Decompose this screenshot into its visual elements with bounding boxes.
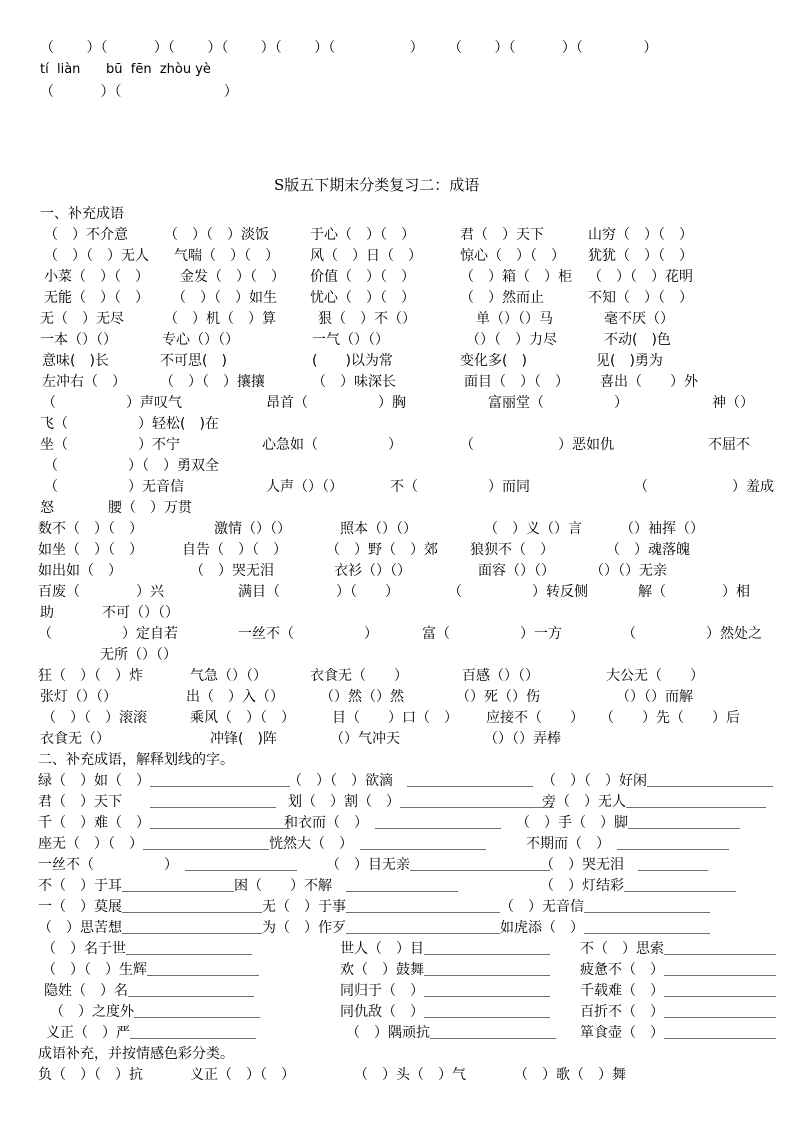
idiom-cell: 不可思( ) [160, 353, 227, 369]
idiom-cell: 昂首（ ）胸 [266, 395, 406, 411]
idiom-cell: （）死（）伤 [456, 689, 540, 705]
s1-row [0, 603, 794, 623]
idiom-cell: 人声（）（） [266, 479, 343, 495]
s2-row [0, 918, 794, 938]
idiom-cell: 一气（）（） [312, 332, 389, 348]
s2-row [0, 981, 794, 1001]
idiom-cell: （ ）无音信 [44, 479, 184, 495]
s2-row [0, 834, 794, 854]
idiom-cell: 山穷（ ）（ ） [588, 227, 693, 243]
idiom-cell: 不（ ）而同 [390, 479, 530, 495]
idiom-cell: 单（）（）马 [476, 311, 553, 327]
section2-heading-line [0, 750, 794, 770]
explain-cell: 隐姓（ ）名＿＿＿＿＿＿＿＿＿ [44, 983, 254, 999]
idiom-cell: （ ）羞成 [634, 479, 774, 495]
idiom-cell: 应接不（ ） [486, 710, 584, 726]
idiom-cell: 见( )勇为 [596, 353, 663, 369]
idiom-cell: （）袖挥（） [620, 521, 704, 537]
idiom-cell: 神（） [712, 395, 754, 411]
idiom-cell: （）气冲天 [330, 731, 400, 747]
s2-row [0, 813, 794, 833]
idiom-cell: （ ）魂落魄 [606, 542, 690, 558]
section2-heading: 二、补充成语，解释划线的字。 [38, 752, 234, 768]
idiom-cell: 张灯（）（） [40, 689, 117, 705]
idiom-cell: （ ）然处之 [622, 626, 762, 642]
explain-cell: 千（ ）难（ ）＿＿＿＿＿＿＿＿＿＿ [38, 815, 290, 831]
idiom-cell: 惊心（ ）（ ） [460, 248, 565, 264]
explain-cell: 旁（ ）无人＿＿＿＿＿＿＿＿＿＿ [542, 794, 766, 810]
explain-cell: 不（ ）于耳＿＿＿＿＿＿＿＿困（ ）不解 ＿＿＿＿＿＿＿＿ [38, 878, 458, 894]
idiom-cell: 照本（）（） [340, 521, 417, 537]
s2-row [0, 771, 794, 791]
explain-cell: 欢（ ）鼓舞＿＿＿＿＿＿＿＿＿ [340, 962, 550, 978]
s1-row [0, 351, 794, 371]
explain-cell: 疲惫不（ ）＿＿＿＿＿＿＿＿ [580, 962, 776, 978]
idiom-cell: （）（ ）力尽 [466, 332, 557, 348]
idiom-cell: 富（ ）一方 [422, 626, 562, 642]
idiom-cell: 冲锋( )阵 [210, 731, 277, 747]
s2-row [0, 1023, 794, 1043]
explain-cell: 百折不（ ）＿＿＿＿＿＿＿＿ [580, 1004, 776, 1020]
idiom-cell: （ ）（ ）淡饭 [164, 227, 269, 243]
explain-cell: 同归于（ ）＿＿＿＿＿＿＿＿＿ [340, 983, 550, 999]
explain-cell: （ ）（ ）好闲＿＿＿＿＿＿＿＿＿ [542, 773, 773, 789]
idiom-cell: 小菜（ ）（ ） [44, 269, 149, 285]
idiom-cell: （ ）（ ）勇双全 [44, 458, 219, 474]
top-line-1-left: （ ）（ ）（ ）（ ）（ ）（ ） [40, 40, 424, 56]
idiom-cell: 不屈不 [708, 437, 750, 453]
s1-row [0, 372, 794, 392]
idiom-cell: 无（ ）无尽 [40, 311, 124, 327]
idiom-cell: （）（）弄棒 [484, 731, 561, 747]
s1-row [0, 267, 794, 287]
idiom-cell: 富丽堂（ ） [488, 395, 628, 411]
idiom-cell: （ ）然而止 [460, 290, 544, 306]
idiom-cell: （ ）机（ ）算 [164, 311, 276, 327]
explain-cell: 世人（ ）目＿＿＿＿＿＿＿＿＿ [340, 941, 550, 957]
section3-heading: 成语补充，并按情感色彩分类。 [38, 1046, 234, 1062]
explain-cell: 绿（ ）如（ ）＿＿＿＿＿＿＿＿＿＿ [38, 773, 290, 789]
idiom-cell: 助 [40, 605, 54, 621]
top-line-1 [0, 38, 794, 58]
explain-cell: 不期而（ ） ＿＿＿＿＿＿＿＿ [526, 836, 729, 852]
idiom-cell: （ ）定自若 [38, 626, 178, 642]
top-line-3 [0, 82, 794, 102]
explain-cell: （ ）灯结彩＿＿＿＿＿＿＿＿ [540, 878, 736, 894]
explain-cell: 一丝不（ ） ＿＿＿＿＿＿＿＿ [38, 857, 297, 873]
idiom-cell: 毫不厌（） [604, 311, 674, 327]
explain-cell: 箪食壶（ ）＿＿＿＿＿＿＿＿ [580, 1025, 776, 1041]
idiom-cell: 风（ ）日（ ） [310, 248, 422, 264]
idiom-cell: 气喘（ ）（ ） [174, 248, 279, 264]
s1-row [0, 456, 794, 476]
idiom-cell: 不可（）（） [102, 605, 179, 621]
idiom-cell: 腰（ ）万贯 [108, 500, 192, 516]
explain-cell: （ ）之度外＿＿＿＿＿＿＿＿＿ [50, 1004, 260, 1020]
idiom-cell: 解（ ）相 [638, 584, 750, 600]
idiom-cell: （ ）野（ ）郊 [326, 542, 438, 558]
s1-row [0, 687, 794, 707]
classify-cell: （ ）头（ ）气 [354, 1067, 466, 1083]
idiom-cell: （ ）声叹气 [42, 395, 182, 411]
idiom-cell: 面容（）（） [478, 563, 555, 579]
explain-cell: （ ）手（ ）脚＿＿＿＿＿＿＿＿ [516, 815, 740, 831]
s2-row [0, 960, 794, 980]
idiom-cell: （ ）（ ）无人 [44, 248, 149, 264]
idiom-cell: 乘风（ ）（ ） [190, 710, 295, 726]
explain-cell: 千载难（ ）＿＿＿＿＿＿＿＿ [580, 983, 776, 999]
idiom-cell: 如出如（ ） [38, 563, 122, 579]
idiom-cell: 大公无（ ） [606, 668, 704, 684]
s1-row [0, 414, 794, 434]
s1-row [0, 645, 794, 665]
classify-cell: 负（ ）（ ）抗 [38, 1067, 143, 1083]
explain-cell: 不（ ）思索＿＿＿＿＿＿＿＿ [580, 941, 776, 957]
idiom-cell: 犹犹（ ）（ ） [588, 248, 693, 264]
idiom-cell: 于心（ ）（ ） [310, 227, 415, 243]
idiom-cell: （ ）义（）言 [484, 521, 582, 537]
idiom-cell: 意味( )长 [42, 353, 109, 369]
idiom-cell: 激情（）（） [214, 521, 291, 537]
explain-cell: （ ）（ ）生辉＿＿＿＿＿＿＿＿ [42, 962, 259, 978]
pinyin-line [0, 60, 794, 80]
explain-cell: 和衣而（ ） ＿＿＿＿＿＿＿＿＿ [284, 815, 501, 831]
idiom-cell: 出（ ）入（） [186, 689, 284, 705]
s2-row [0, 1002, 794, 1022]
s1-row [0, 540, 794, 560]
idiom-cell: （ ）（ ）滚滚 [42, 710, 147, 726]
idiom-cell: 狂（ ）（ ）炸 [38, 668, 143, 684]
idiom-cell: （）（）而解 [616, 689, 693, 705]
idiom-cell: 面目（ ）（ ） [464, 374, 569, 390]
explain-cell: （ ）名于世＿＿＿＿＿＿＿＿＿ [42, 941, 252, 957]
s3-row [0, 1065, 794, 1085]
s2-row [0, 792, 794, 812]
explain-cell: （ ）哭无泪 ＿＿＿＿＿ [540, 857, 708, 873]
idiom-cell: （ ）哭无泪 [190, 563, 274, 579]
idiom-cell: （ ）恶如仇 [460, 437, 614, 453]
idiom-cell: 忧心（ ）（ ） [310, 290, 415, 306]
s1-row [0, 582, 794, 602]
s1-row [0, 225, 794, 245]
s1-row [0, 309, 794, 329]
s1-row [0, 624, 794, 644]
classify-cell: （ ）歌（ ）舞 [514, 1067, 626, 1083]
idiom-cell: （ ）味深长 [312, 374, 396, 390]
s1-row [0, 561, 794, 581]
idiom-cell: （ ）转反侧 [448, 584, 588, 600]
idiom-cell: 如坐（ ）（ ） [38, 542, 143, 558]
s1-row [0, 477, 794, 497]
classify-cell: 义正（ ）（ ） [190, 1067, 295, 1083]
idiom-cell: 衣食无（） [40, 731, 110, 747]
s2-row [0, 855, 794, 875]
idiom-cell: 价值（ ）（ ） [310, 269, 415, 285]
idiom-cell: 君（ ）天下 [460, 227, 544, 243]
s2-row [0, 897, 794, 917]
explain-cell: 义正（ ）严＿＿＿＿＿＿＿＿＿ [46, 1025, 256, 1041]
section1-heading: 一、补充成语 [40, 206, 124, 222]
idiom-cell: 不动( )色 [604, 332, 671, 348]
idiom-cell: （）然（）然 [320, 689, 404, 705]
explain-cell: 座无（ ）（ ）＿＿＿＿＿＿＿＿＿恍然大（ ） ＿＿＿＿＿＿＿＿＿ [38, 836, 486, 852]
s1-row [0, 729, 794, 749]
idiom-cell: 怒 [40, 500, 54, 516]
s1-row [0, 498, 794, 518]
explain-cell: （ ）隅顽抗＿＿＿＿＿＿＿＿＿ [346, 1025, 556, 1041]
s1-row [0, 435, 794, 455]
idiom-cell: 自告（ ）（ ） [182, 542, 287, 558]
idiom-cell: 目（ ）口（ ） [332, 710, 458, 726]
idiom-cell: （ ）先（ ）后 [600, 710, 740, 726]
idiom-cell: 飞（ ）轻松( )在 [40, 416, 219, 432]
s1-row [0, 330, 794, 350]
s1-row [0, 288, 794, 308]
s2-row [0, 876, 794, 896]
s2-row [0, 939, 794, 959]
idiom-cell: 气急（）（） [190, 668, 267, 684]
pinyin-b: bū fēn zhòu yè [106, 62, 211, 77]
idiom-cell: 狠（ ）不（） [318, 311, 416, 327]
idiom-cell: 一本（）（） [40, 332, 117, 348]
idiom-cell: 心急如（ ） [262, 437, 402, 453]
idiom-cell: （ ）不介意 [44, 227, 128, 243]
s1-row [0, 393, 794, 413]
idiom-cell: 变化多( ) [460, 353, 527, 369]
idiom-cell: 无能（ ）（ ） [44, 290, 149, 306]
idiom-cell: 满目（ ）（ ） [238, 584, 399, 600]
top-line-3-text: （ ）（ ） [40, 84, 238, 100]
explain-cell: （ ）目无亲＿＿＿＿＿＿＿＿＿＿ [326, 857, 550, 873]
explain-cell: （ ）思苦想＿＿＿＿＿＿＿＿＿＿为（ ）作歹＿＿＿＿＿＿＿＿＿＿＿如虎添（ ）＿＿＿＿＿＿＿＿＿ [38, 920, 710, 936]
idiom-cell: 左冲右（ ） [42, 374, 126, 390]
idiom-cell: 不知（ ）（ ） [588, 290, 693, 306]
explain-cell: 划（ ）割（ ）＿＿＿＿＿＿＿＿＿＿＿ [288, 794, 554, 810]
explain-cell: 君（ ）天下 ＿＿＿＿＿＿＿＿＿ [38, 794, 276, 810]
idiom-cell: 百感（）（） [462, 668, 539, 684]
idiom-cell: 狼狈不（ ） [470, 542, 554, 558]
idiom-cell: （ ）箱（ ）柜 [460, 269, 572, 285]
section1-heading-line [0, 204, 794, 224]
s1-row [0, 708, 794, 728]
explain-cell: 同仇敌（ ）＿＿＿＿＿＿＿＿＿ [340, 1004, 550, 1020]
top-line-1-right: （ ）（ ）（ ） [448, 40, 658, 56]
idiom-cell: （ ）（ ）花明 [588, 269, 693, 285]
s1-row [0, 666, 794, 686]
idiom-cell: 一丝不（ ） [238, 626, 378, 642]
idiom-cell: 衣衫（）（） [334, 563, 411, 579]
pinyin-a: tí liàn [40, 62, 81, 77]
idiom-cell: 数不（ ）（ ） [38, 521, 143, 537]
explain-cell: 一（ ）莫展＿＿＿＿＿＿＿＿＿＿无（ ）于事＿＿＿＿＿＿＿＿＿＿＿（ ）无音信＿＿＿＿＿＿＿＿＿ [38, 899, 710, 915]
idiom-cell: 金发（ ）（ ） [180, 269, 285, 285]
explain-cell: （ ）（ ）欲滴 ＿＿＿＿＿＿＿＿＿ [288, 773, 533, 789]
section3-heading-line [0, 1044, 794, 1064]
idiom-cell: 无所（）（） [100, 647, 177, 663]
page-title: S版五下期末分类复习二：成语 [274, 176, 480, 194]
s1-row [0, 246, 794, 266]
idiom-cell: 衣食无（ ） [310, 668, 408, 684]
s1-row [0, 519, 794, 539]
idiom-cell: （ ）（ ）如生 [172, 290, 277, 306]
idiom-cell: ( )以为常 [312, 353, 393, 369]
idiom-cell: 喜出（ ）外 [600, 374, 698, 390]
idiom-cell: 专心（）（） [162, 332, 239, 348]
idiom-cell: （ ）（ ）攘攘 [160, 374, 265, 390]
idiom-cell: 百废（ ）兴 [38, 584, 164, 600]
idiom-cell: 坐（ ）不宁 [40, 437, 180, 453]
idiom-cell: （）（）无亲 [590, 563, 667, 579]
